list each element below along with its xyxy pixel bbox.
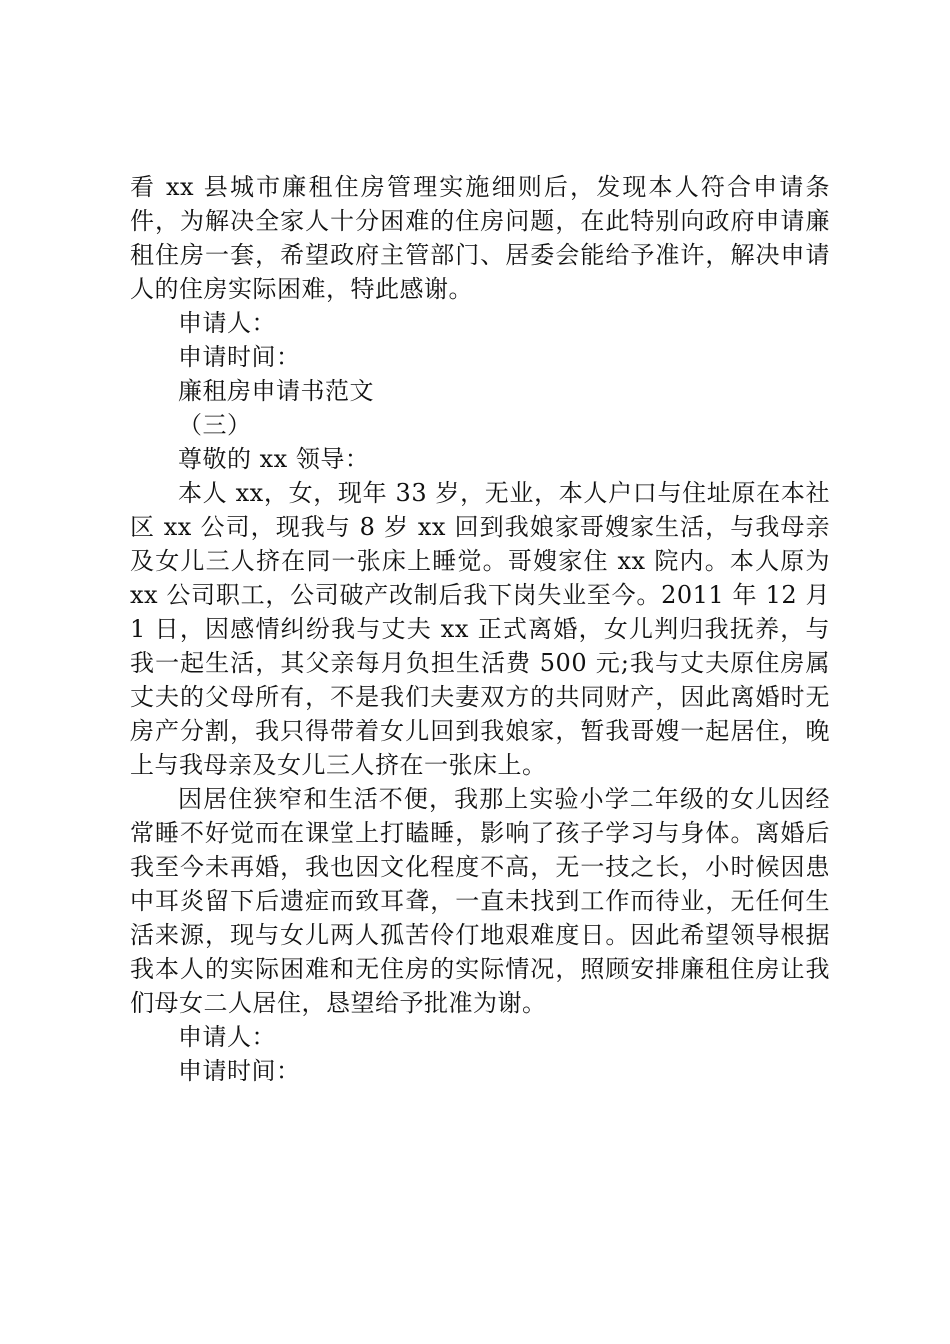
paragraph-body-1: 本人 xx，女，现年 33 岁，无业，本人户口与住址原在本社区 xx 公司，现我与 8 岁 xx 回到我娘家哥嫂家生活，与我母亲及女儿三人挤在同一张床上睡觉。哥嫂家住 xx 院内。本人原为 xx 公司职工，公司破产改制后我下岗失业至今。2011 年 12 月 1 日，因感情纠纷我与丈夫 xx 正式离婚，女儿判归我抚养，与我一起生活，其父亲每月负担生活费 500 元;我与丈夫原住房属丈夫的父母所有，不是我们夫妻双方的共同财产，因此离婚时无房产分割，我只得带着女儿回到我娘家，暂我哥嫂一起居住，晚上与我母亲及女儿三人挤在一张床上。 <box>130 479 830 779</box>
application-date-label-2: 申请时间： <box>178 1057 301 1085</box>
application-date-label: 申请时间： <box>178 343 301 371</box>
section-title: 廉租房申请书范文 <box>178 377 374 405</box>
document-body <box>130 170 830 1088</box>
section-number: （三） <box>178 411 252 439</box>
salutation: 尊敬的 xx 领导： <box>178 445 370 473</box>
paragraph-body-2: 因居住狭窄和生活不便，我那上实验小学二年级的女儿因经常睡不好觉而在课堂上打瞌睡，影响了孩子学习与身体。离婚后我至今未再婚，我也因文化程度不高，无一技之长，小时候因患中耳炎留下后遗症而致耳聋，一直未找到工作而待业，无任何生活来源，现与女儿两人孤苦伶仃地艰难度日。因此希望领导根据我本人的实际困难和无住房的实际情况，照顾安排廉租住房让我们母女二人居住，恳望给予批准为谢。 <box>130 785 830 1017</box>
applicant-label: 申请人： <box>178 309 276 337</box>
applicant-label-2: 申请人： <box>178 1023 276 1051</box>
paragraph-intro: 看 xx 县城市廉租住房管理实施细则后，发现本人符合申请条件，为解决全家人十分困难的住房问题，在此特别向政府申请廉租住房一套，希望政府主管部门、居委会能给予准许，解决申请人的住房实际困难，特此感谢。 <box>130 173 830 303</box>
